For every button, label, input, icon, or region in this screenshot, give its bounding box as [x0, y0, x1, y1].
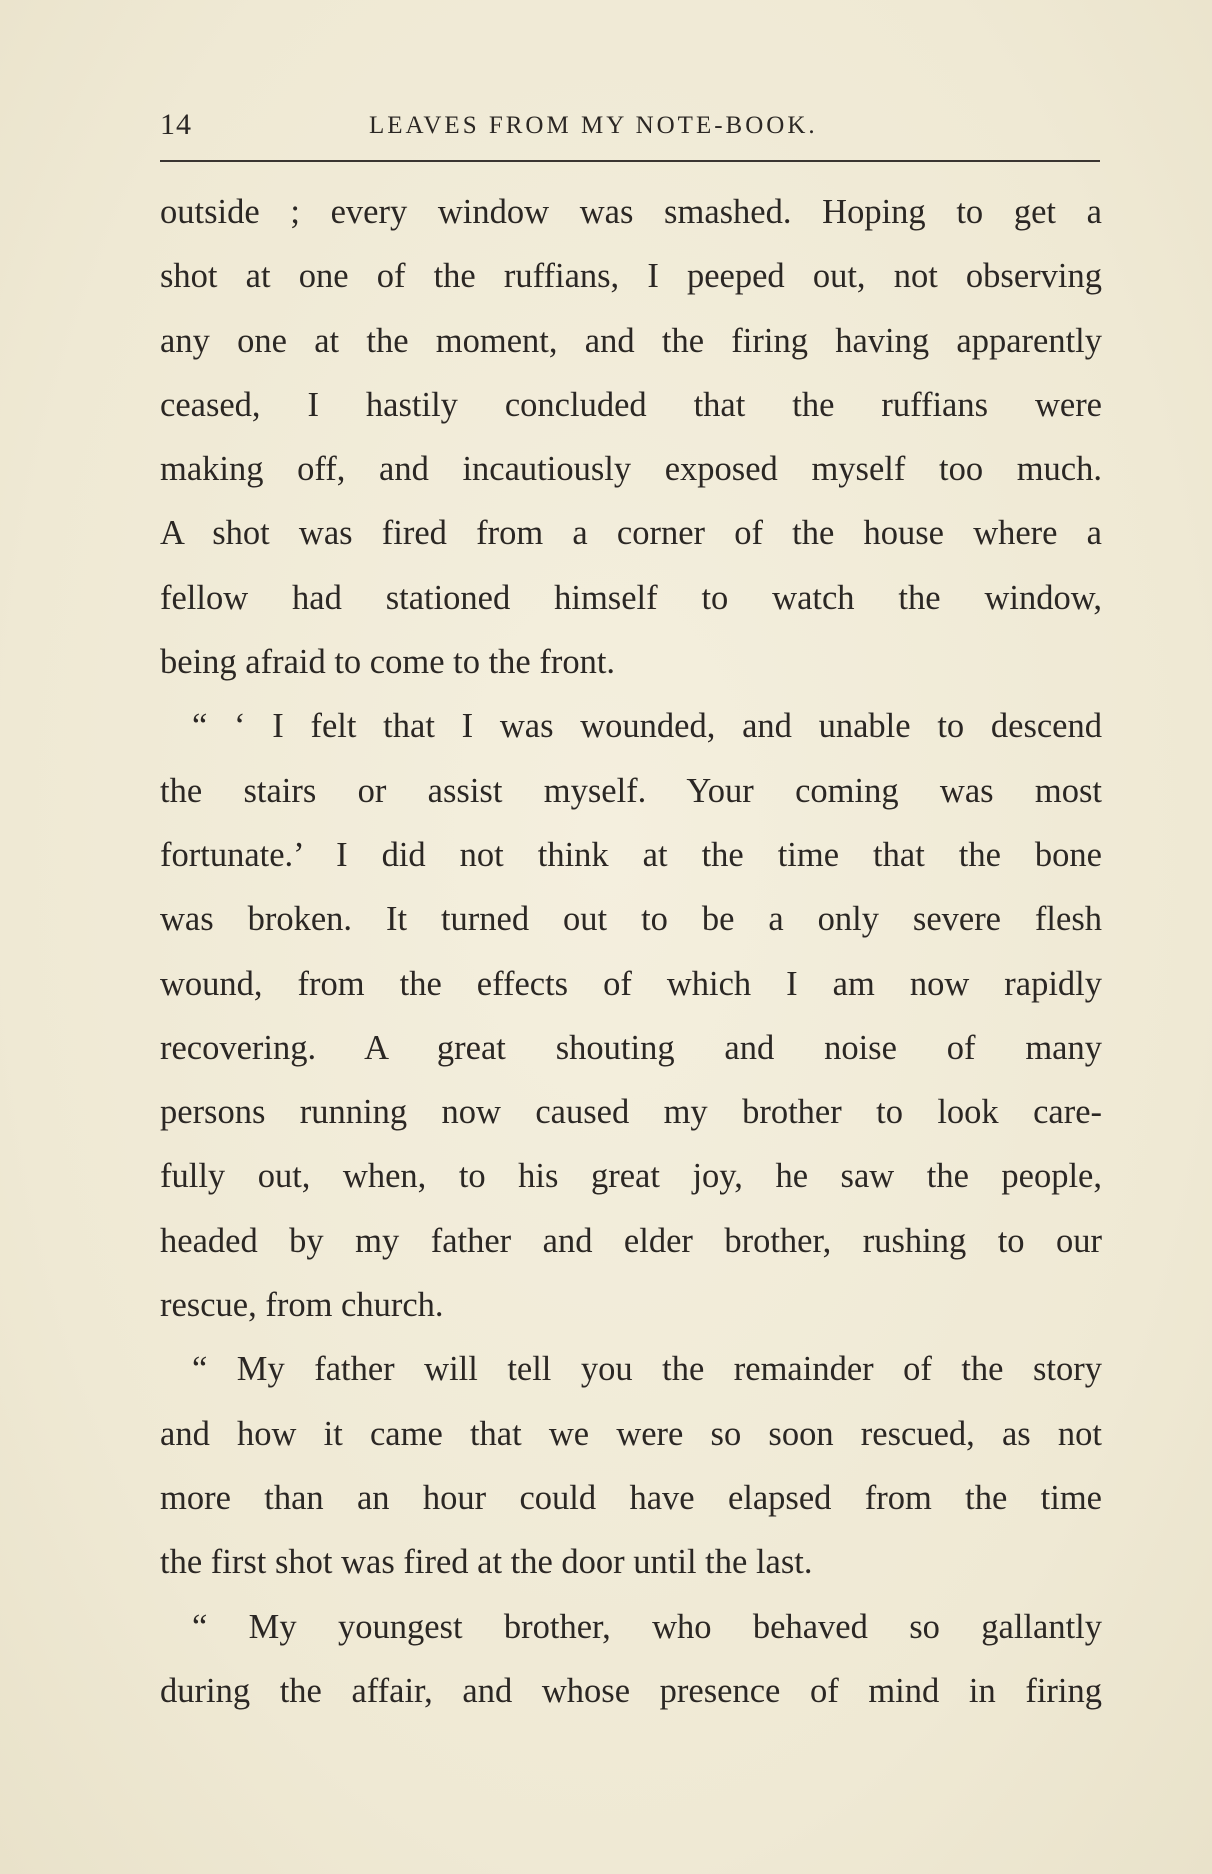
text-line: rescue, from church. — [160, 1286, 444, 1325]
body-text — [160, 180, 1102, 1723]
text-line: “ ‘ I felt that I was wounded, and unable to descend — [192, 707, 1102, 746]
text-line: during the affair, and whose presence of mind in firing — [160, 1671, 1102, 1710]
text-line: recovering. A great shouting and noise of many — [160, 1028, 1102, 1067]
text-line: and how it came that we were so soon rescued, as not — [160, 1414, 1102, 1453]
text-line: being afraid to come to the front. — [160, 643, 616, 682]
running-head: LEAVES FROM MY NOTE-BOOK. — [369, 112, 818, 139]
text-line: wound, from the effects of which I am now rapidly — [160, 964, 1102, 1003]
text-line: shot at one of the ruffians, I peeped out, not observing — [160, 257, 1102, 296]
text-line: headed by my father and elder brother, rushing to our — [160, 1221, 1102, 1260]
text-line: was broken. It turned out to be a only severe flesh — [160, 900, 1102, 939]
text-line: fellow had stationed himself to watch the window, — [160, 578, 1102, 617]
text-line: “ My youngest brother, who behaved so gallantly — [192, 1607, 1102, 1646]
text-line: fortunate.’ I did not think at the time that the bone — [160, 835, 1102, 874]
text-line: the stairs or assist myself. Your coming was most — [160, 771, 1102, 810]
page-number: 14 — [160, 108, 192, 141]
text-line: making off, and incautiously exposed myself too much. — [160, 450, 1102, 489]
text-line: fully out, when, to his great joy, he saw the people, — [160, 1157, 1102, 1196]
text-line: persons running now caused my brother to look care- — [160, 1093, 1102, 1132]
header-rule — [160, 160, 1100, 162]
text-line: the first shot was fired at the door until the last. — [160, 1543, 813, 1582]
text-line: “ My father will tell you the remainder of the story — [192, 1350, 1102, 1389]
text-line: any one at the moment, and the firing having apparently — [160, 321, 1102, 360]
text-line: more than an hour could have elapsed from the time — [160, 1478, 1102, 1517]
page-header — [160, 108, 1102, 148]
text-line: ceased, I hastily concluded that the ruffians were — [160, 385, 1102, 424]
text-line: outside ; every window was smashed. Hoping to get a — [160, 193, 1102, 231]
text-line: A shot was fired from a corner of the house where a — [160, 514, 1102, 553]
